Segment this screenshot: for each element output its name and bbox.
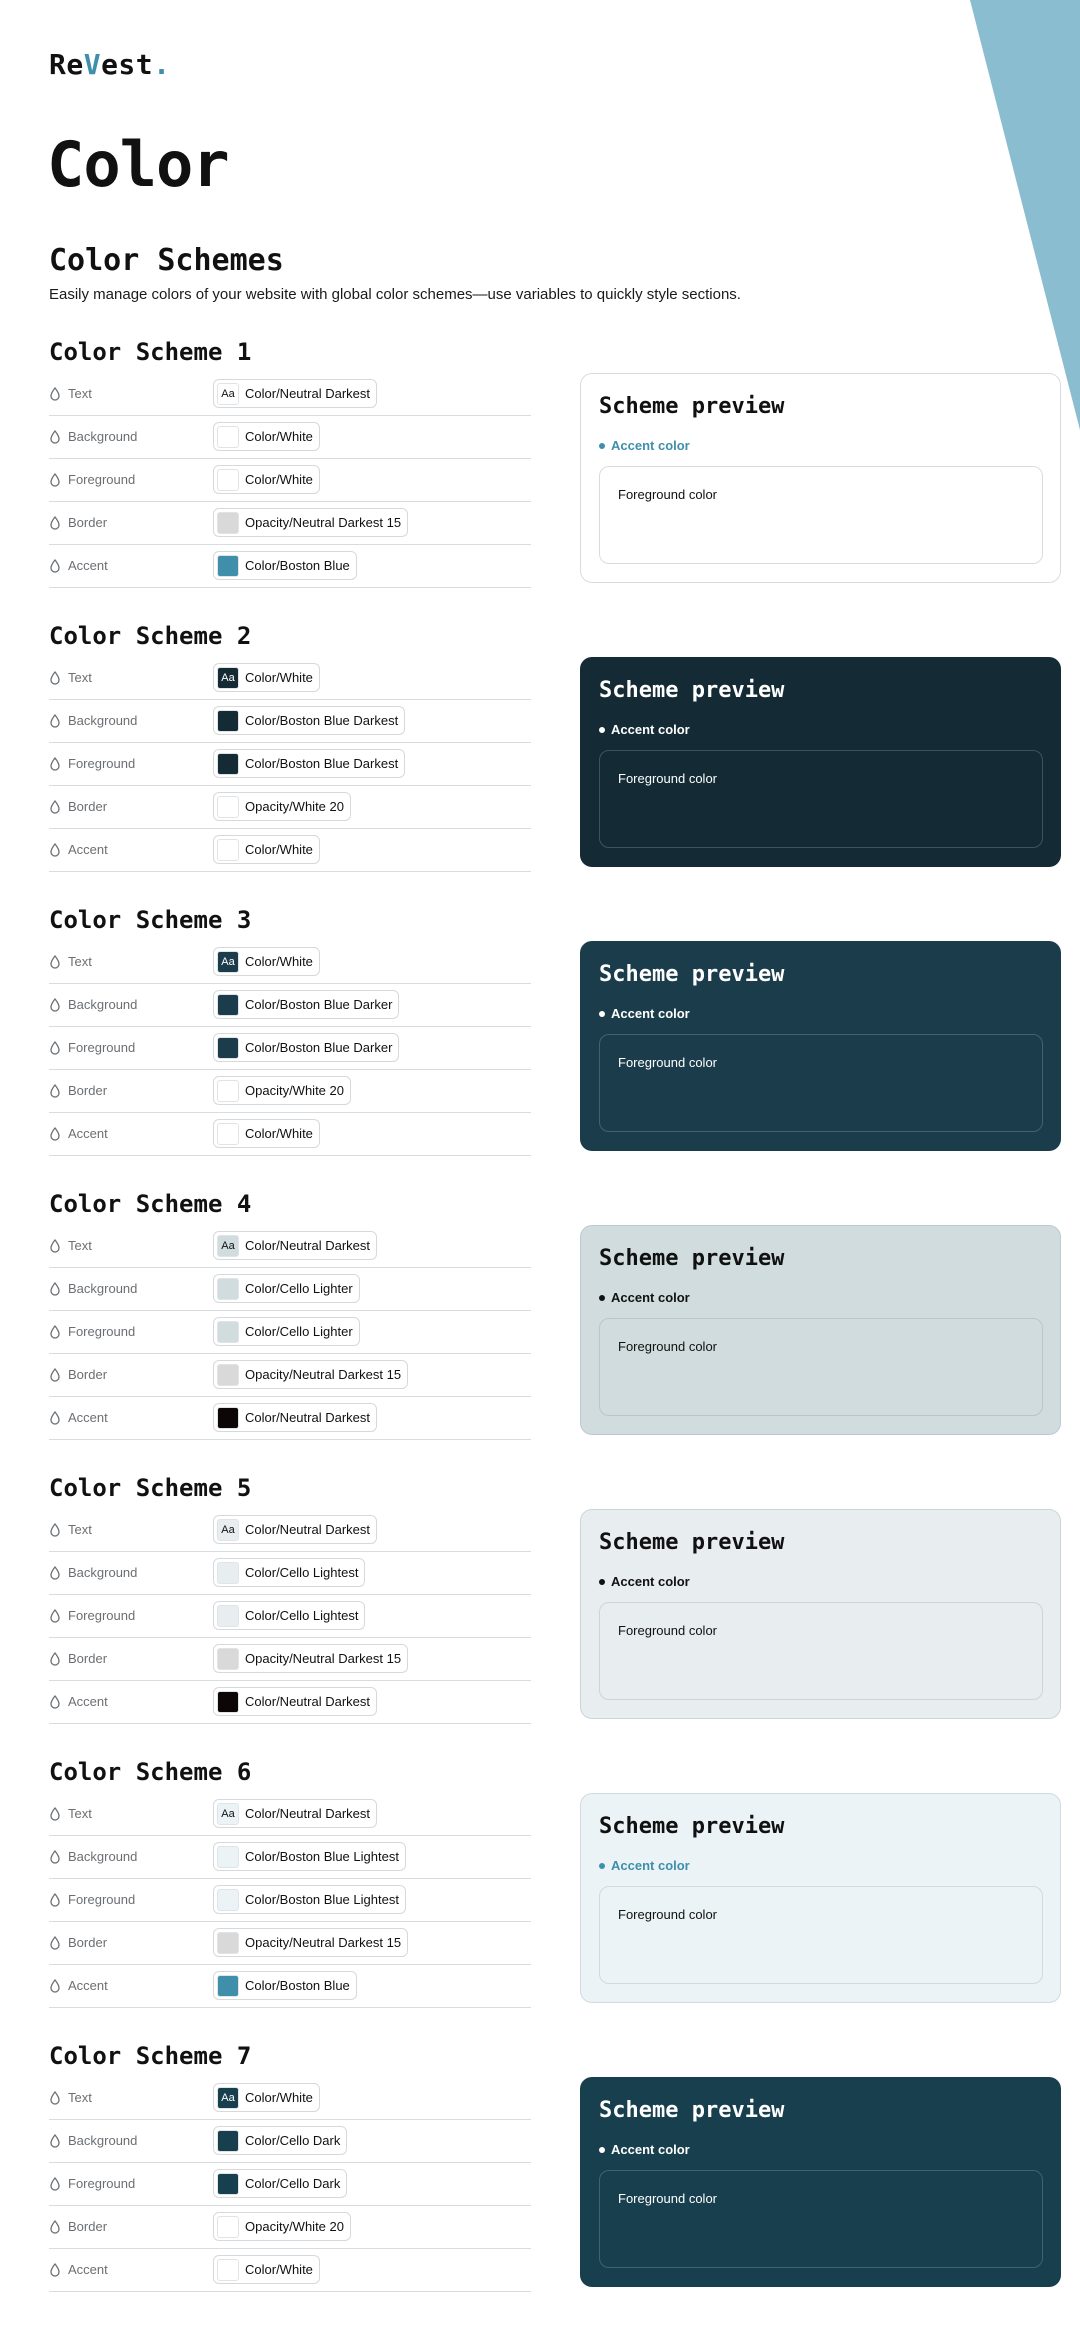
color-scheme-5 [0, 1474, 1080, 1758]
color-variable-name: Opacity/Neutral Darkest 15 [245, 1651, 402, 1666]
color-variable-pill[interactable] [213, 1231, 377, 1260]
color-swatch [217, 2130, 239, 2152]
scheme-row-border [49, 1070, 531, 1113]
logo-accent-letter: V [83, 48, 102, 81]
scheme-preview-card [580, 1509, 1061, 1719]
foreground-sample-box [599, 1886, 1043, 1984]
scheme-row-background [49, 416, 531, 459]
color-swatch [217, 1519, 239, 1541]
color-variable-pill[interactable] [213, 749, 405, 778]
scheme-row-text [49, 1225, 531, 1268]
color-variable-pill[interactable] [213, 551, 357, 580]
row-label: Border [68, 799, 108, 814]
scheme-row-border [49, 1922, 531, 1965]
color-swatch [217, 383, 239, 405]
droplet-icon [49, 799, 61, 815]
color-variable-pill[interactable] [213, 1558, 365, 1587]
color-variable-name: Opacity/Neutral Darkest 15 [245, 1935, 402, 1950]
row-label: Accent [68, 558, 108, 573]
color-variable-name: Color/Cello Lightest [245, 1565, 359, 1580]
color-variable-name: Color/Boston Blue Darker [245, 1040, 393, 1055]
foreground-sample-box [599, 1034, 1043, 1132]
scheme-row-accent [49, 1397, 531, 1440]
droplet-icon [49, 2176, 61, 2192]
color-variable-name: Opacity/White 20 [245, 1083, 344, 1098]
droplet-icon [49, 1565, 61, 1581]
color-variable-name: Color/White [245, 954, 313, 969]
scheme-row-foreground [49, 459, 531, 502]
scheme-row-border [49, 786, 531, 829]
color-swatch [217, 1364, 239, 1386]
color-swatch [217, 1691, 239, 1713]
swatch-sample-text: Aa [221, 1239, 235, 1252]
color-variable-pill[interactable] [213, 2083, 320, 2112]
scheme-row-accent [49, 545, 531, 588]
scheme-row-background [49, 1836, 531, 1879]
color-variable-name: Color/Boston Blue [245, 558, 350, 573]
color-swatch [217, 1889, 239, 1911]
scheme-row-border [49, 1354, 531, 1397]
scheme-row-background [49, 1552, 531, 1595]
color-variable-pill[interactable] [213, 947, 320, 976]
accent-color-sample [599, 1290, 690, 1305]
scheme-rows [49, 373, 531, 588]
color-variable-pill[interactable] [213, 2126, 347, 2155]
droplet-icon [49, 429, 61, 445]
color-swatch [217, 994, 239, 1016]
row-label: Foreground [68, 1324, 136, 1339]
foreground-label: Foreground color [618, 1339, 717, 1354]
color-variable-name: Color/Cello Lightest [245, 1608, 359, 1623]
scheme-row-border [49, 502, 531, 545]
accent-color-sample [599, 1006, 690, 1021]
droplet-icon [49, 1651, 61, 1667]
droplet-icon [49, 1040, 61, 1056]
color-swatch [217, 2173, 239, 2195]
accent-color-sample [599, 1858, 690, 1873]
logo-suffix: est [101, 48, 154, 81]
foreground-label: Foreground color [618, 487, 717, 502]
droplet-icon [49, 756, 61, 772]
droplet-icon [49, 558, 61, 574]
foreground-sample-box [599, 1318, 1043, 1416]
section-title: Color Schemes [49, 243, 284, 278]
color-variable-name: Color/White [245, 1126, 313, 1141]
color-swatch [217, 426, 239, 448]
swatch-sample-text: Aa [221, 2091, 235, 2104]
color-variable-name: Color/Neutral Darkest [245, 1522, 370, 1537]
accent-dot [599, 1863, 605, 1869]
scheme-row-foreground [49, 1311, 531, 1354]
color-variable-name: Opacity/White 20 [245, 799, 344, 814]
scheme-preview-card [580, 1225, 1061, 1435]
color-scheme-6 [0, 1758, 1080, 2042]
color-swatch [217, 1235, 239, 1257]
scheme-title: Color Scheme 1 [49, 338, 252, 366]
color-variable-pill[interactable] [213, 990, 399, 1019]
scheme-row-text [49, 657, 531, 700]
color-variable-name: Opacity/Neutral Darkest 15 [245, 1367, 402, 1382]
scheme-row-foreground [49, 2163, 531, 2206]
droplet-icon [49, 1126, 61, 1142]
accent-label: Accent color [611, 1006, 690, 1021]
scheme-preview-card [580, 2077, 1061, 2287]
color-variable-name: Color/Cello Dark [245, 2176, 341, 2191]
accent-dot [599, 1011, 605, 1017]
droplet-icon [49, 472, 61, 488]
droplet-icon [49, 2262, 61, 2278]
foreground-sample-box [599, 750, 1043, 848]
row-label: Accent [68, 1694, 108, 1709]
row-label: Background [68, 1849, 138, 1864]
accent-color-sample [599, 722, 690, 737]
color-variable-name: Color/Boston Blue Lightest [245, 1849, 399, 1864]
color-variable-pill[interactable] [213, 2255, 320, 2284]
color-swatch [217, 1407, 239, 1429]
scheme-row-background [49, 984, 531, 1027]
color-variable-name: Color/White [245, 2090, 313, 2105]
color-variable-name: Color/Cello Lighter [245, 1324, 353, 1339]
color-scheme-4 [0, 1190, 1080, 1474]
accent-label: Accent color [611, 1290, 690, 1305]
droplet-icon [49, 713, 61, 729]
row-label: Border [68, 1935, 108, 1950]
droplet-icon [49, 1367, 61, 1383]
color-swatch [217, 1080, 239, 1102]
color-variable-name: Color/White [245, 429, 313, 444]
section-description: Easily manage colors of your website with global color schemes—use variables to quickly style sections. [49, 286, 741, 303]
row-label: Foreground [68, 1040, 136, 1055]
color-variable-name: Color/Boston Blue Darker [245, 997, 393, 1012]
accent-dot [599, 1295, 605, 1301]
droplet-icon [49, 1083, 61, 1099]
foreground-label: Foreground color [618, 1623, 717, 1638]
preview-title: Scheme preview [599, 962, 785, 987]
scheme-rows [49, 1225, 531, 1440]
row-label: Accent [68, 1410, 108, 1425]
scheme-title: Color Scheme 4 [49, 1190, 252, 1218]
color-variable-name: Color/Neutral Darkest [245, 1806, 370, 1821]
color-scheme-3 [0, 906, 1080, 1190]
color-swatch [217, 2087, 239, 2109]
scheme-title: Color Scheme 5 [49, 1474, 252, 1502]
row-label: Text [68, 386, 92, 401]
color-variable-pill[interactable] [213, 1842, 406, 1871]
droplet-icon [49, 2090, 61, 2106]
color-swatch [217, 1846, 239, 1868]
accent-color-sample [599, 438, 690, 453]
preview-title: Scheme preview [599, 1814, 785, 1839]
color-variable-pill[interactable] [213, 1033, 399, 1062]
color-swatch [217, 512, 239, 534]
foreground-label: Foreground color [618, 2191, 717, 2206]
color-swatch [217, 1975, 239, 1997]
scheme-rows [49, 1509, 531, 1724]
color-scheme-7 [0, 2042, 1080, 2326]
row-label: Background [68, 429, 138, 444]
scheme-preview-card [580, 373, 1061, 583]
color-variable-name: Color/Neutral Darkest [245, 1410, 370, 1425]
row-label: Text [68, 1238, 92, 1253]
accent-dot [599, 443, 605, 449]
row-label: Text [68, 1806, 92, 1821]
swatch-sample-text: Aa [221, 1523, 235, 1536]
preview-title: Scheme preview [599, 678, 785, 703]
color-scheme-1 [0, 338, 1080, 622]
droplet-icon [49, 1324, 61, 1340]
scheme-row-text [49, 1793, 531, 1836]
color-variable-name: Color/Neutral Darkest [245, 1238, 370, 1253]
color-variable-name: Color/Boston Blue Darkest [245, 756, 399, 771]
color-variable-pill[interactable] [213, 835, 320, 864]
color-swatch [217, 555, 239, 577]
droplet-icon [49, 1694, 61, 1710]
color-swatch [217, 710, 239, 732]
scheme-row-background [49, 1268, 531, 1311]
row-label: Border [68, 1651, 108, 1666]
color-swatch [217, 1123, 239, 1145]
accent-dot [599, 1579, 605, 1585]
row-label: Background [68, 997, 138, 1012]
color-swatch [217, 1803, 239, 1825]
logo-prefix: Re [49, 48, 84, 81]
color-swatch [217, 1648, 239, 1670]
color-variable-name: Color/White [245, 472, 313, 487]
color-swatch [217, 667, 239, 689]
row-label: Foreground [68, 1892, 136, 1907]
row-label: Foreground [68, 472, 136, 487]
droplet-icon [49, 1978, 61, 1994]
color-variable-name: Color/Cello Dark [245, 2133, 341, 2148]
color-variable-pill[interactable] [213, 508, 408, 537]
scheme-preview-card [580, 941, 1061, 1151]
row-label: Border [68, 2219, 108, 2234]
accent-label: Accent color [611, 438, 690, 453]
accent-color-sample [599, 1574, 690, 1589]
droplet-icon [49, 1849, 61, 1865]
color-swatch [217, 951, 239, 973]
droplet-icon [49, 2219, 61, 2235]
row-label: Border [68, 515, 108, 530]
foreground-sample-box [599, 1602, 1043, 1700]
color-variable-pill[interactable] [213, 465, 320, 494]
scheme-row-foreground [49, 1879, 531, 1922]
color-variable-pill[interactable] [213, 1403, 377, 1432]
color-variable-name: Color/Cello Lighter [245, 1281, 353, 1296]
color-variable-pill[interactable] [213, 1515, 377, 1544]
color-variable-name: Color/Neutral Darkest [245, 1694, 370, 1709]
page-title: Color [47, 128, 229, 201]
row-label: Border [68, 1367, 108, 1382]
droplet-icon [49, 670, 61, 686]
color-variable-name: Opacity/White 20 [245, 2219, 344, 2234]
foreground-label: Foreground color [618, 771, 717, 786]
droplet-icon [49, 1238, 61, 1254]
color-variable-pill[interactable] [213, 1360, 408, 1389]
preview-title: Scheme preview [599, 1530, 785, 1555]
scheme-row-accent [49, 2249, 531, 2292]
foreground-sample-box [599, 466, 1043, 564]
color-variable-name: Color/Boston Blue Darkest [245, 713, 399, 728]
droplet-icon [49, 1522, 61, 1538]
color-variable-name: Color/Boston Blue Lightest [245, 1892, 399, 1907]
row-label: Background [68, 1565, 138, 1580]
color-variable-name: Color/White [245, 670, 313, 685]
droplet-icon [49, 997, 61, 1013]
row-label: Accent [68, 2262, 108, 2277]
color-variable-name: Color/Neutral Darkest [245, 386, 370, 401]
scheme-preview-card [580, 657, 1061, 867]
droplet-icon [49, 954, 61, 970]
row-label: Background [68, 713, 138, 728]
revest-logo[interactable] [49, 48, 171, 81]
color-variable-pill[interactable] [213, 1076, 351, 1105]
preview-title: Scheme preview [599, 2098, 785, 2123]
color-variable-pill[interactable] [213, 792, 351, 821]
color-variable-pill[interactable] [213, 706, 405, 735]
droplet-icon [49, 2133, 61, 2149]
droplet-icon [49, 515, 61, 531]
foreground-sample-box [599, 2170, 1043, 2268]
accent-label: Accent color [611, 722, 690, 737]
droplet-icon [49, 842, 61, 858]
row-label: Background [68, 1281, 138, 1296]
accent-dot [599, 2147, 605, 2153]
scheme-rows [49, 2077, 531, 2292]
droplet-icon [49, 1806, 61, 1822]
color-swatch [217, 839, 239, 861]
color-variable-pill[interactable] [213, 379, 377, 408]
scheme-row-text [49, 373, 531, 416]
preview-title: Scheme preview [599, 394, 785, 419]
logo-dot: . [153, 48, 171, 81]
color-scheme-2 [0, 622, 1080, 906]
droplet-icon [49, 1608, 61, 1624]
scheme-row-text [49, 941, 531, 984]
scheme-row-foreground [49, 1027, 531, 1070]
color-swatch [217, 796, 239, 818]
scheme-rows [49, 941, 531, 1156]
color-variable-pill[interactable] [213, 2169, 347, 2198]
color-swatch [217, 753, 239, 775]
color-variable-name: Color/White [245, 842, 313, 857]
color-variable-pill[interactable] [213, 663, 320, 692]
row-label: Text [68, 2090, 92, 2105]
row-label: Text [68, 954, 92, 969]
accent-color-sample [599, 2142, 690, 2157]
row-label: Foreground [68, 1608, 136, 1623]
color-variable-pill[interactable] [213, 1971, 357, 2000]
scheme-row-background [49, 700, 531, 743]
row-label: Foreground [68, 756, 136, 771]
color-swatch [217, 2259, 239, 2281]
color-variable-name: Color/White [245, 2262, 313, 2277]
droplet-icon [49, 1935, 61, 1951]
scheme-row-border [49, 2206, 531, 2249]
scheme-rows [49, 1793, 531, 2008]
color-variable-pill[interactable] [213, 1274, 360, 1303]
scheme-row-accent [49, 829, 531, 872]
foreground-label: Foreground color [618, 1907, 717, 1922]
accent-dot [599, 727, 605, 733]
color-variable-name: Color/Boston Blue [245, 1978, 350, 1993]
swatch-sample-text: Aa [221, 387, 235, 400]
droplet-icon [49, 1281, 61, 1297]
scheme-rows [49, 657, 531, 872]
row-label: Accent [68, 842, 108, 857]
row-label: Text [68, 1522, 92, 1537]
swatch-sample-text: Aa [221, 955, 235, 968]
color-swatch [217, 469, 239, 491]
scheme-preview-card [580, 1793, 1061, 2003]
color-swatch [217, 1932, 239, 1954]
color-variable-pill[interactable] [213, 1885, 406, 1914]
color-variable-pill[interactable] [213, 1799, 377, 1828]
scheme-title: Color Scheme 7 [49, 2042, 252, 2070]
droplet-icon [49, 386, 61, 402]
color-variable-pill[interactable] [213, 1317, 360, 1346]
color-swatch [217, 1562, 239, 1584]
color-swatch [217, 2216, 239, 2238]
scheme-row-accent [49, 1681, 531, 1724]
swatch-sample-text: Aa [221, 671, 235, 684]
row-label: Foreground [68, 2176, 136, 2191]
color-variable-pill[interactable] [213, 1601, 365, 1630]
row-label: Accent [68, 1126, 108, 1141]
color-swatch [217, 1321, 239, 1343]
scheme-row-accent [49, 1113, 531, 1156]
color-variable-pill[interactable] [213, 1119, 320, 1148]
color-variable-pill[interactable] [213, 1644, 408, 1673]
color-variable-pill[interactable] [213, 422, 320, 451]
accent-label: Accent color [611, 1574, 690, 1589]
accent-label: Accent color [611, 1858, 690, 1873]
row-label: Accent [68, 1978, 108, 1993]
color-variable-pill[interactable] [213, 1687, 377, 1716]
scheme-title: Color Scheme 2 [49, 622, 252, 650]
scheme-row-foreground [49, 743, 531, 786]
scheme-row-foreground [49, 1595, 531, 1638]
scheme-row-accent [49, 1965, 531, 2008]
color-variable-pill[interactable] [213, 2212, 351, 2241]
swatch-sample-text: Aa [221, 1807, 235, 1820]
color-swatch [217, 1037, 239, 1059]
row-label: Border [68, 1083, 108, 1098]
preview-title: Scheme preview [599, 1246, 785, 1271]
color-variable-name: Opacity/Neutral Darkest 15 [245, 515, 402, 530]
scheme-row-text [49, 1509, 531, 1552]
scheme-title: Color Scheme 6 [49, 1758, 252, 1786]
scheme-row-border [49, 1638, 531, 1681]
color-swatch [217, 1278, 239, 1300]
scheme-row-background [49, 2120, 531, 2163]
row-label: Background [68, 2133, 138, 2148]
color-swatch [217, 1605, 239, 1627]
accent-label: Accent color [611, 2142, 690, 2157]
droplet-icon [49, 1892, 61, 1908]
scheme-row-text [49, 2077, 531, 2120]
color-variable-pill[interactable] [213, 1928, 408, 1957]
droplet-icon [49, 1410, 61, 1426]
row-label: Text [68, 670, 92, 685]
scheme-title: Color Scheme 3 [49, 906, 252, 934]
foreground-label: Foreground color [618, 1055, 717, 1070]
